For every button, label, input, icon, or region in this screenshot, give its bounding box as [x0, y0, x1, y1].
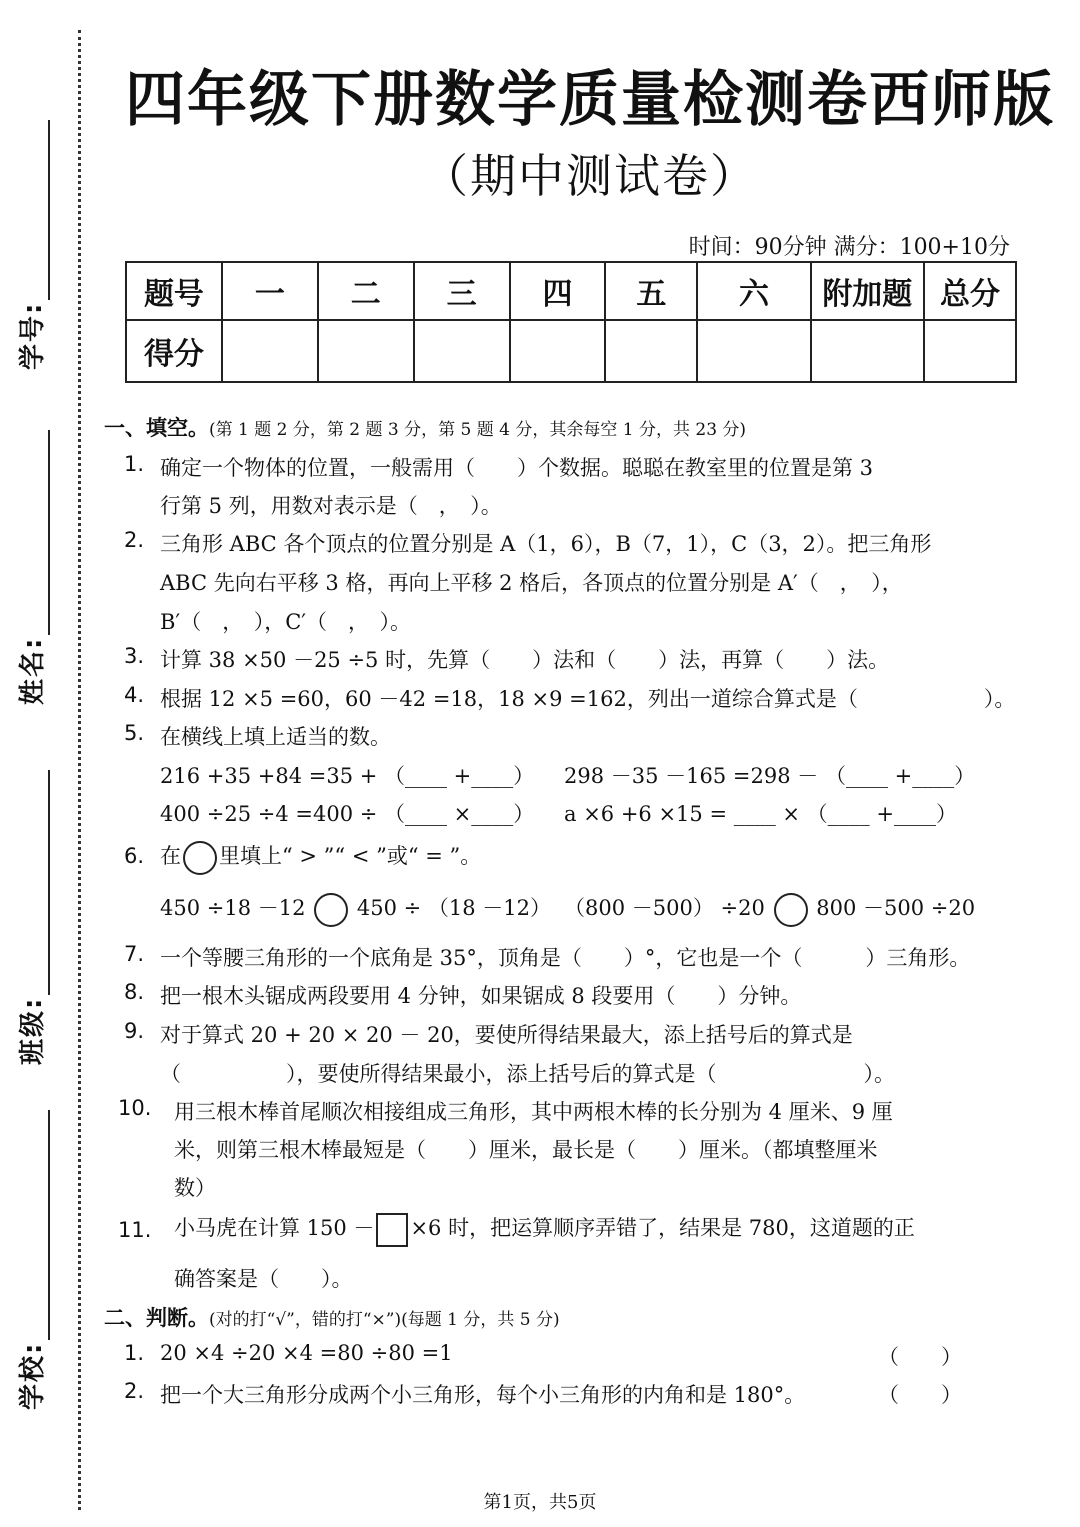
question-1-line-1: 确定一个物体的位置，一般需用（ ）个数据。聪聪在教室里的位置是第 3	[160, 456, 874, 480]
question-9-line-2: （ ），要使所得结果最小，添上括号后的算式是（ ）。	[160, 1062, 895, 1086]
question-1-line-2: 行第 5 列，用数对表示是（ ， ）。	[160, 494, 502, 518]
question-number: 10.	[118, 1096, 152, 1120]
score-cell[interactable]	[924, 320, 1016, 382]
question-2-line-3: B′（ ， ），C′（ ， ）。	[160, 610, 412, 634]
score-row-label: 得分	[126, 320, 222, 382]
class-underline	[48, 770, 50, 995]
question-11-text-a: 小马虎在计算 150 －	[174, 1216, 375, 1240]
question-9-line-1: 对于算式 20 + 20 × 20 － 20，要使所得结果最大，添上括号后的算式是	[160, 1023, 853, 1047]
judge-1-answer-paren[interactable]: （ ）	[878, 1345, 962, 1369]
class-label: 班级:	[18, 996, 48, 1065]
score-table-header-row	[126, 262, 1016, 320]
score-header-cell: 二	[318, 262, 414, 320]
question-5-expr-d: a ×6 +6 ×15 = ____ × （____ +____）	[564, 802, 957, 826]
name-label: 姓名:	[18, 636, 48, 705]
score-header-cell: 五	[605, 262, 697, 320]
question-5-line-1: 在横线上填上适当的数。	[160, 725, 391, 749]
score-header-cell: 六	[697, 262, 810, 320]
question-5-expr-b: 298 －35 －165 =298 － （____ +____）	[564, 764, 976, 788]
question-2-line-2: ABC 先向右平移 3 格，再向上平移 2 格后，各顶点的位置分别是 A′（ ， ），	[160, 571, 903, 595]
score-cell[interactable]	[318, 320, 414, 382]
score-cell[interactable]	[414, 320, 510, 382]
question-6-compare-b	[564, 892, 975, 927]
score-cell[interactable]	[605, 320, 697, 382]
judge-1-statement: 20 ×4 ÷20 ×4 =80 ÷80 =1	[160, 1341, 453, 1365]
school-field	[0, 1110, 70, 1410]
question-5-expr-a: 216 +35 +84 =35 + （____ +____）	[160, 764, 535, 788]
school-underline	[48, 1110, 50, 1340]
question-10-line-3: 数）	[174, 1176, 216, 1200]
section-1-title: 一、填空。	[104, 416, 209, 440]
question-6-line-1	[160, 840, 481, 875]
name-underline	[48, 430, 50, 635]
question-number: 8.	[124, 980, 145, 1004]
compare-circle-input[interactable]	[314, 893, 348, 927]
question-number: 4.	[124, 683, 145, 707]
score-header-cell: 附加题	[811, 262, 924, 320]
compare-b-right: 800 －500 ÷20	[816, 896, 976, 920]
page-footer: 第1页，共5页	[483, 1492, 597, 1513]
question-11-text-b: ×6 时，把运算顺序弄错了，结果是 780，这道题的正	[410, 1216, 915, 1240]
question-6-text-b: 里填上“ > ”“ < ”或“ = ”。	[219, 844, 482, 868]
question-5-expr-c: 400 ÷25 ÷4 =400 ÷ （____ ×____）	[160, 802, 535, 826]
question-number: 9.	[124, 1019, 145, 1043]
score-cell[interactable]	[811, 320, 924, 382]
question-2-line-1: 三角形 ABC 各个顶点的位置分别是 A（1，6），B（7，1），C（3，2）。把三角形	[160, 532, 932, 556]
question-number: 1.	[124, 452, 145, 476]
question-number: 6.	[124, 844, 145, 868]
score-header-cell: 题号	[126, 262, 222, 320]
judge-2-answer-paren[interactable]: （ ）	[878, 1383, 962, 1407]
question-10-line-2: 米，则第三根木棒最短是（ ）厘米，最长是（ ）厘米。（都填整厘米	[174, 1138, 878, 1162]
name-field	[0, 430, 70, 710]
question-number: 3.	[124, 644, 145, 668]
question-number: 7.	[124, 942, 145, 966]
compare-a-left: 450 ÷18 －12	[160, 896, 306, 920]
question-number: 1.	[124, 1341, 145, 1365]
question-8-line-1: 把一根木头锯成两段要用 4 分钟，如果锯成 8 段要用（ ）分钟。	[160, 984, 802, 1008]
section-1-note: (第 1 题 2 分，第 2 题 3 分，第 5 题 4 分，其余每空 1 分，共 23 分)	[209, 420, 747, 440]
compare-circle-input[interactable]	[774, 893, 808, 927]
section-2-note: (对的打“√”，错的打“×”)(每题 1 分，共 5 分)	[209, 1310, 560, 1330]
score-cell[interactable]	[510, 320, 606, 382]
answer-box-input[interactable]	[376, 1213, 408, 1247]
binding-dotted-line	[78, 30, 81, 1510]
question-number: 5.	[124, 721, 145, 745]
question-6-compare-a	[160, 892, 551, 927]
question-number: 11.	[118, 1218, 152, 1242]
question-10-line-1: 用三根木棒首尾顺次相接组成三角形，其中两根木棒的长分别为 4 厘米、9 厘	[174, 1100, 893, 1124]
school-label: 学校:	[18, 1341, 48, 1410]
section-2-title: 二、判断。	[104, 1306, 209, 1330]
score-header-cell: 总分	[924, 262, 1016, 320]
question-3-line-1: 计算 38 ×50 －25 ÷5 时，先算（ ）法和（ ）法，再算（ ）法。	[160, 648, 890, 672]
question-7-line-1: 一个等腰三角形的一个底角是 35°，顶角是（ ）°，它也是一个（ ）三角形。	[160, 946, 971, 970]
score-header-cell: 一	[222, 262, 318, 320]
compare-b-left: （800 －500） ÷20	[564, 896, 765, 920]
student-id-field	[0, 120, 70, 380]
student-id-underline	[48, 120, 50, 300]
score-table	[125, 261, 1017, 383]
page-subtitle: （期中测试卷）	[422, 149, 758, 203]
question-number: 2.	[124, 1379, 145, 1403]
compare-circle-icon	[183, 841, 217, 875]
question-4-line-1: 根据 12 ×5 =60，60 －42 =18，18 ×9 =162，列出一道综合算式是（ ）。	[160, 687, 1016, 711]
score-cell[interactable]	[222, 320, 318, 382]
section-1-heading	[104, 412, 746, 442]
exam-meta: 时间：90分钟 满分：100+10分	[688, 235, 1010, 260]
score-table-score-row	[126, 320, 1016, 382]
page-title: 四年级下册数学质量检测卷西师版	[125, 65, 1055, 135]
score-cell[interactable]	[697, 320, 810, 382]
question-6-text-a: 在	[160, 844, 181, 868]
compare-a-right: 450 ÷ （18 －12）	[356, 896, 552, 920]
question-number: 2.	[124, 528, 145, 552]
section-2-heading	[104, 1302, 560, 1332]
score-header-cell: 三	[414, 262, 510, 320]
class-field	[0, 770, 70, 1070]
question-11-line-2: 确答案是（ ）。	[174, 1267, 353, 1291]
student-id-label: 学号:	[18, 301, 48, 370]
score-header-cell: 四	[510, 262, 606, 320]
judge-2-statement: 把一个大三角形分成两个小三角形，每个小三角形的内角和是 180°。	[160, 1383, 806, 1407]
question-11-line-1	[174, 1212, 915, 1247]
